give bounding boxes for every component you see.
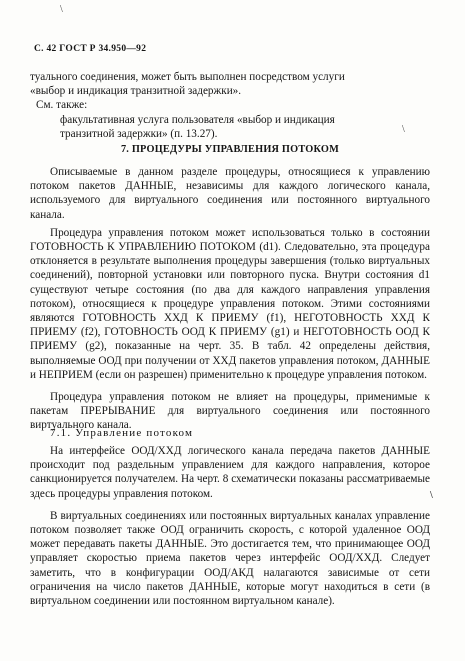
running-header: С. 42 ГОСТ Р 34.950—92 [34, 44, 147, 54]
see-also-item: транзитной задержки» (п. 13.27). [60, 127, 218, 140]
subsection-title: 7.1. Управление потоком [50, 427, 194, 439]
continuation-line: туального соединения, может быть выполнен посредством услуги [30, 71, 345, 83]
paragraph: Процедура управления потоком может использоваться только в состоянии ГОТОВНОСТЬ К УПРАВЛЕНИЮ ПОТОКОМ (d1). Следовательно, эта процедура отклоняется в результате выполнения процедуры завершения (только виртуальных соединений), повторной установки или повторного пуска. Внутри состояния d1 существуют четыре состояния (по два для каждого направления управления потоком), относящиеся к процедуре управления потоком. Этими состояниями являются ГОТОВНОСТЬ ХХД К ПРИЕМУ (f1), НЕГОТОВНОСТЬ ХХД К ПРИЕМУ (f2), ГОТОВНОСТЬ ООД К ПРИЕМУ (g1) и НЕГОТОВНОСТЬ ООД К ПРИЕМУ (g2), показанные на черт. 35. В табл. 42 определены действия, выполняемые ООД при получении от ХХД пакетов управления потоком, ДАННЫЕ и НЕПРИЕМ (если он разрешен) применительно к процедуре управления потоком. [30, 226, 430, 381]
subsection-body [30, 444, 430, 608]
scan-mark: \ [402, 124, 405, 135]
see-also-label: См. также: [36, 99, 88, 112]
document-page [30, 0, 435, 661]
paragraph: На интерфейсе ООД/ХХД логического канала передача пакетов ДАННЫЕ происходит под раздельным управлением для каждого направления, которое санкционируется получателем. На черт. 8 схематически показаны рассматриваемые здесь процедуры управления потоком. [30, 445, 430, 500]
see-also-item: факультативная услуга пользователя «выбор и индикация [60, 113, 335, 126]
scan-mark: \ [60, 4, 63, 15]
section-title: 7. ПРОЦЕДУРЫ УПРАВЛЕНИЯ ПОТОКОМ [120, 144, 340, 155]
continuation-line: «выбор и индикация транзитной задержки». [30, 85, 242, 98]
continuation-text [30, 70, 430, 141]
section-body [30, 165, 430, 433]
paragraph: В виртуальных соединениях или постоянных виртуальных каналах управление потоком позволяет также ООД ограничить скорость, с которой удаленное ООД может передавать пакеты ДАННЫЕ. Это достигается тем, что принимающее ООД управляет скоростью приема пакетов через интерфейс ООД/ХХД. Следует заметить, что в конфигурации ООД/АКД налагаются зависимые от сети ограничения на число пакетов ДАННЫЕ, которые могут находиться в сети (в виртуальном соединении или постоянном виртуальном канале). [30, 509, 430, 608]
paragraph: Процедура управления потоком не влияет на процедуры, применимые к пакетам ПРЕРЫВАНИЕ для виртуального соединения или постоянного виртуального канала. [30, 391, 430, 432]
scan-mark: \ [430, 490, 433, 501]
paragraph: Описываемые в данном разделе процедуры, относящиеся к управлению потоком пакетов ДАННЫЕ, независимы для каждого логического канала, используемого для виртуального соединения или постоянного виртуального канала. [30, 166, 430, 221]
